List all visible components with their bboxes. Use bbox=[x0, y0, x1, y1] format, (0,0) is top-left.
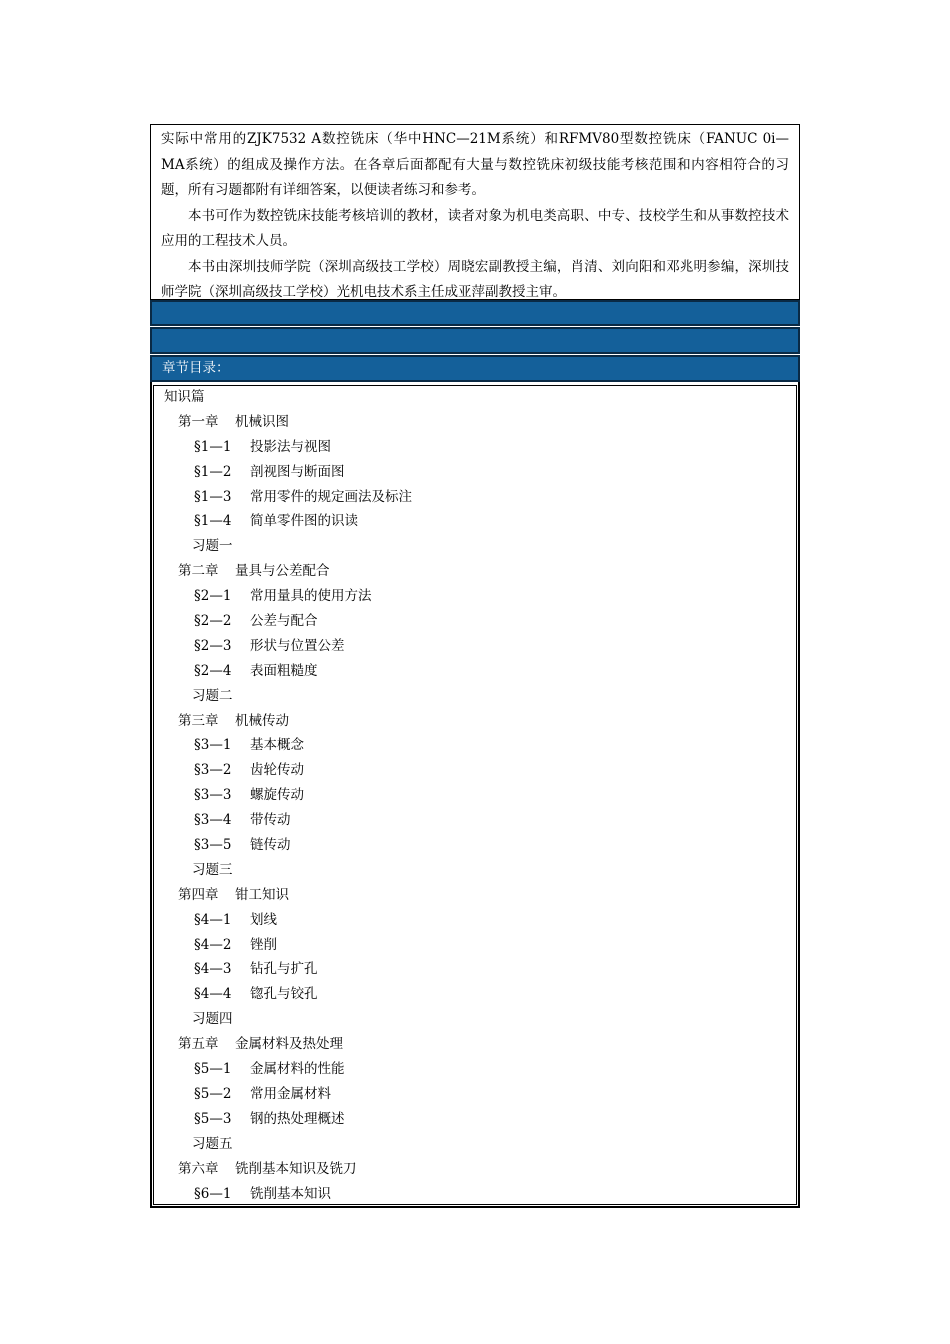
intro-paragraph: 本书由深圳技师学院（深圳高级技工学校）周晓宏副教授主编，肖清、刘向阳和邓兆明参编，深圳技师学院（深圳高级技工学校）光机电技术系主任成亚萍副教授主审。 bbox=[161, 258, 789, 300]
toc-section-number: §1—2 bbox=[194, 463, 232, 480]
toc-section bbox=[164, 1057, 412, 1082]
toc-section-number: §4—3 bbox=[194, 961, 232, 978]
toc-section bbox=[164, 435, 412, 460]
toc-section-title: 螺旋传动 bbox=[250, 787, 304, 804]
toc-section bbox=[164, 584, 412, 609]
toc-section-title: 钢的热处理概述 bbox=[250, 1110, 345, 1127]
toc-chapter-title: 钳工知识 bbox=[235, 886, 289, 903]
toc-section-title: 形状与位置公差 bbox=[250, 637, 345, 654]
toc-chapter-number: 第六章 bbox=[178, 1160, 219, 1177]
toc-section-number: §1—4 bbox=[194, 513, 232, 530]
toc-chapter-number: 第三章 bbox=[178, 712, 219, 729]
toc-chapter-title: 机械识图 bbox=[235, 413, 289, 430]
toc-section bbox=[164, 733, 412, 758]
toc-section bbox=[164, 783, 412, 808]
section-header-label: 章节目录： bbox=[162, 360, 230, 376]
toc-chapter-title: 量具与公差配合 bbox=[235, 563, 330, 580]
toc-section-title: 简单零件图的识读 bbox=[250, 513, 358, 530]
toc-exercise: 习题一 bbox=[192, 538, 233, 555]
toc-exercise: 习题五 bbox=[192, 1135, 233, 1152]
toc-section bbox=[164, 808, 412, 833]
toc-section-title: 齿轮传动 bbox=[250, 762, 304, 779]
toc-section bbox=[164, 1182, 412, 1207]
toc-section-number: §3—5 bbox=[194, 837, 232, 854]
toc-section-title: 剖视图与断面图 bbox=[250, 463, 345, 480]
toc-section-title: 链传动 bbox=[250, 837, 291, 854]
toc-section bbox=[164, 758, 412, 783]
toc-section-number: §4—1 bbox=[194, 911, 232, 928]
intro-paragraph: 本书可作为数控铣床技能考核培训的教材，读者对象为机电类高职、中专、技校学生和从事数控技术应用的工程技术人员。 bbox=[161, 207, 789, 249]
toc-section-number: §3—2 bbox=[194, 762, 232, 779]
toc-section-number: §5—1 bbox=[194, 1061, 232, 1078]
toc-exercise: 习题二 bbox=[192, 687, 233, 704]
toc-section-number: §6—1 bbox=[194, 1185, 232, 1202]
toc-section-number: §2—4 bbox=[194, 662, 232, 679]
toc-exercise: 习题三 bbox=[192, 861, 233, 878]
toc-exercise: 习题四 bbox=[192, 1011, 233, 1028]
toc-section-title: 常用量具的使用方法 bbox=[250, 588, 372, 605]
toc-section bbox=[164, 908, 412, 933]
intro-text-block bbox=[150, 124, 800, 300]
toc-chapter bbox=[164, 410, 412, 435]
toc-section-number: §4—2 bbox=[194, 936, 232, 953]
toc-section bbox=[164, 933, 412, 958]
toc-section bbox=[164, 833, 412, 858]
toc-section-number: §1—3 bbox=[194, 488, 232, 505]
toc-chapter-number: 第二章 bbox=[178, 563, 219, 580]
toc-section-title: 钻孔与扩孔 bbox=[250, 961, 318, 978]
toc-chapter bbox=[164, 883, 412, 908]
toc-section bbox=[164, 509, 412, 534]
toc-section bbox=[164, 957, 412, 982]
toc-section-number: §2—2 bbox=[194, 613, 232, 630]
toc-section-title: 常用零件的规定画法及标注 bbox=[250, 488, 412, 505]
toc-section-title: 带传动 bbox=[250, 812, 291, 829]
toc-section-title: 表面粗糙度 bbox=[250, 662, 318, 679]
toc-section-number: §2—1 bbox=[194, 588, 232, 605]
toc-section-number: §4—4 bbox=[194, 986, 232, 1003]
toc-chapter bbox=[164, 1157, 412, 1182]
toc-part: 知识篇 bbox=[164, 389, 205, 405]
toc-section bbox=[164, 1082, 412, 1107]
toc-section bbox=[164, 634, 412, 659]
toc-section bbox=[164, 609, 412, 634]
toc-section-number: §3—1 bbox=[194, 737, 232, 754]
toc-section-title: 基本概念 bbox=[250, 737, 304, 754]
toc-section bbox=[164, 1107, 412, 1132]
toc-chapter bbox=[164, 1032, 412, 1057]
toc-section-title: 锉削 bbox=[250, 936, 277, 953]
toc-chapter bbox=[164, 709, 412, 734]
toc-section-number: §1—1 bbox=[194, 438, 232, 455]
toc-chapter-number: 第四章 bbox=[178, 886, 219, 903]
toc-section bbox=[164, 982, 412, 1007]
toc-section-title: 投影法与视图 bbox=[250, 438, 331, 455]
toc-section-title: 铣削基本知识 bbox=[250, 1185, 331, 1202]
toc-chapter-number: 第五章 bbox=[178, 1036, 219, 1053]
table-of-contents bbox=[150, 382, 800, 1208]
toc-section-number: §2—3 bbox=[194, 637, 232, 654]
toc-chapter-title: 铣削基本知识及铣刀 bbox=[235, 1160, 357, 1177]
toc-section-title: 常用金属材料 bbox=[250, 1085, 331, 1102]
toc-section-number: §5—2 bbox=[194, 1085, 232, 1102]
toc-chapter-title: 机械传动 bbox=[235, 712, 289, 729]
toc-list bbox=[164, 385, 412, 1206]
toc-section-title: 金属材料的性能 bbox=[250, 1061, 345, 1078]
toc-section-number: §5—3 bbox=[194, 1110, 232, 1127]
toc-section-number: §3—4 bbox=[194, 812, 232, 829]
toc-section-number: §3—3 bbox=[194, 787, 232, 804]
toc-section-title: 锪孔与铰孔 bbox=[250, 986, 318, 1003]
intro-paragraph: 实际中常用的ZJK7532 A数控铣床（华中HNC—21M系统）和RFMV80型数控铣床（FANUC 0i—MA系统）的组成及操作方法。在各章后面都配有大量与数控铣床初级技能考核范围和内容相符合的习题，所有习题都附有详细答案，以便读者练习和参考。 bbox=[161, 131, 789, 198]
toc-section-title: 公差与配合 bbox=[250, 613, 318, 630]
toc-chapter-title: 金属材料及热处理 bbox=[235, 1036, 343, 1053]
toc-section bbox=[164, 659, 412, 684]
section-header-bar bbox=[150, 355, 800, 382]
toc-section bbox=[164, 460, 412, 485]
toc-chapter-number: 第一章 bbox=[178, 413, 219, 430]
blue-divider-bar bbox=[150, 327, 800, 354]
toc-section bbox=[164, 485, 412, 510]
toc-chapter bbox=[164, 559, 412, 584]
blue-divider-bar bbox=[150, 300, 800, 326]
toc-section-title: 划线 bbox=[250, 911, 277, 928]
